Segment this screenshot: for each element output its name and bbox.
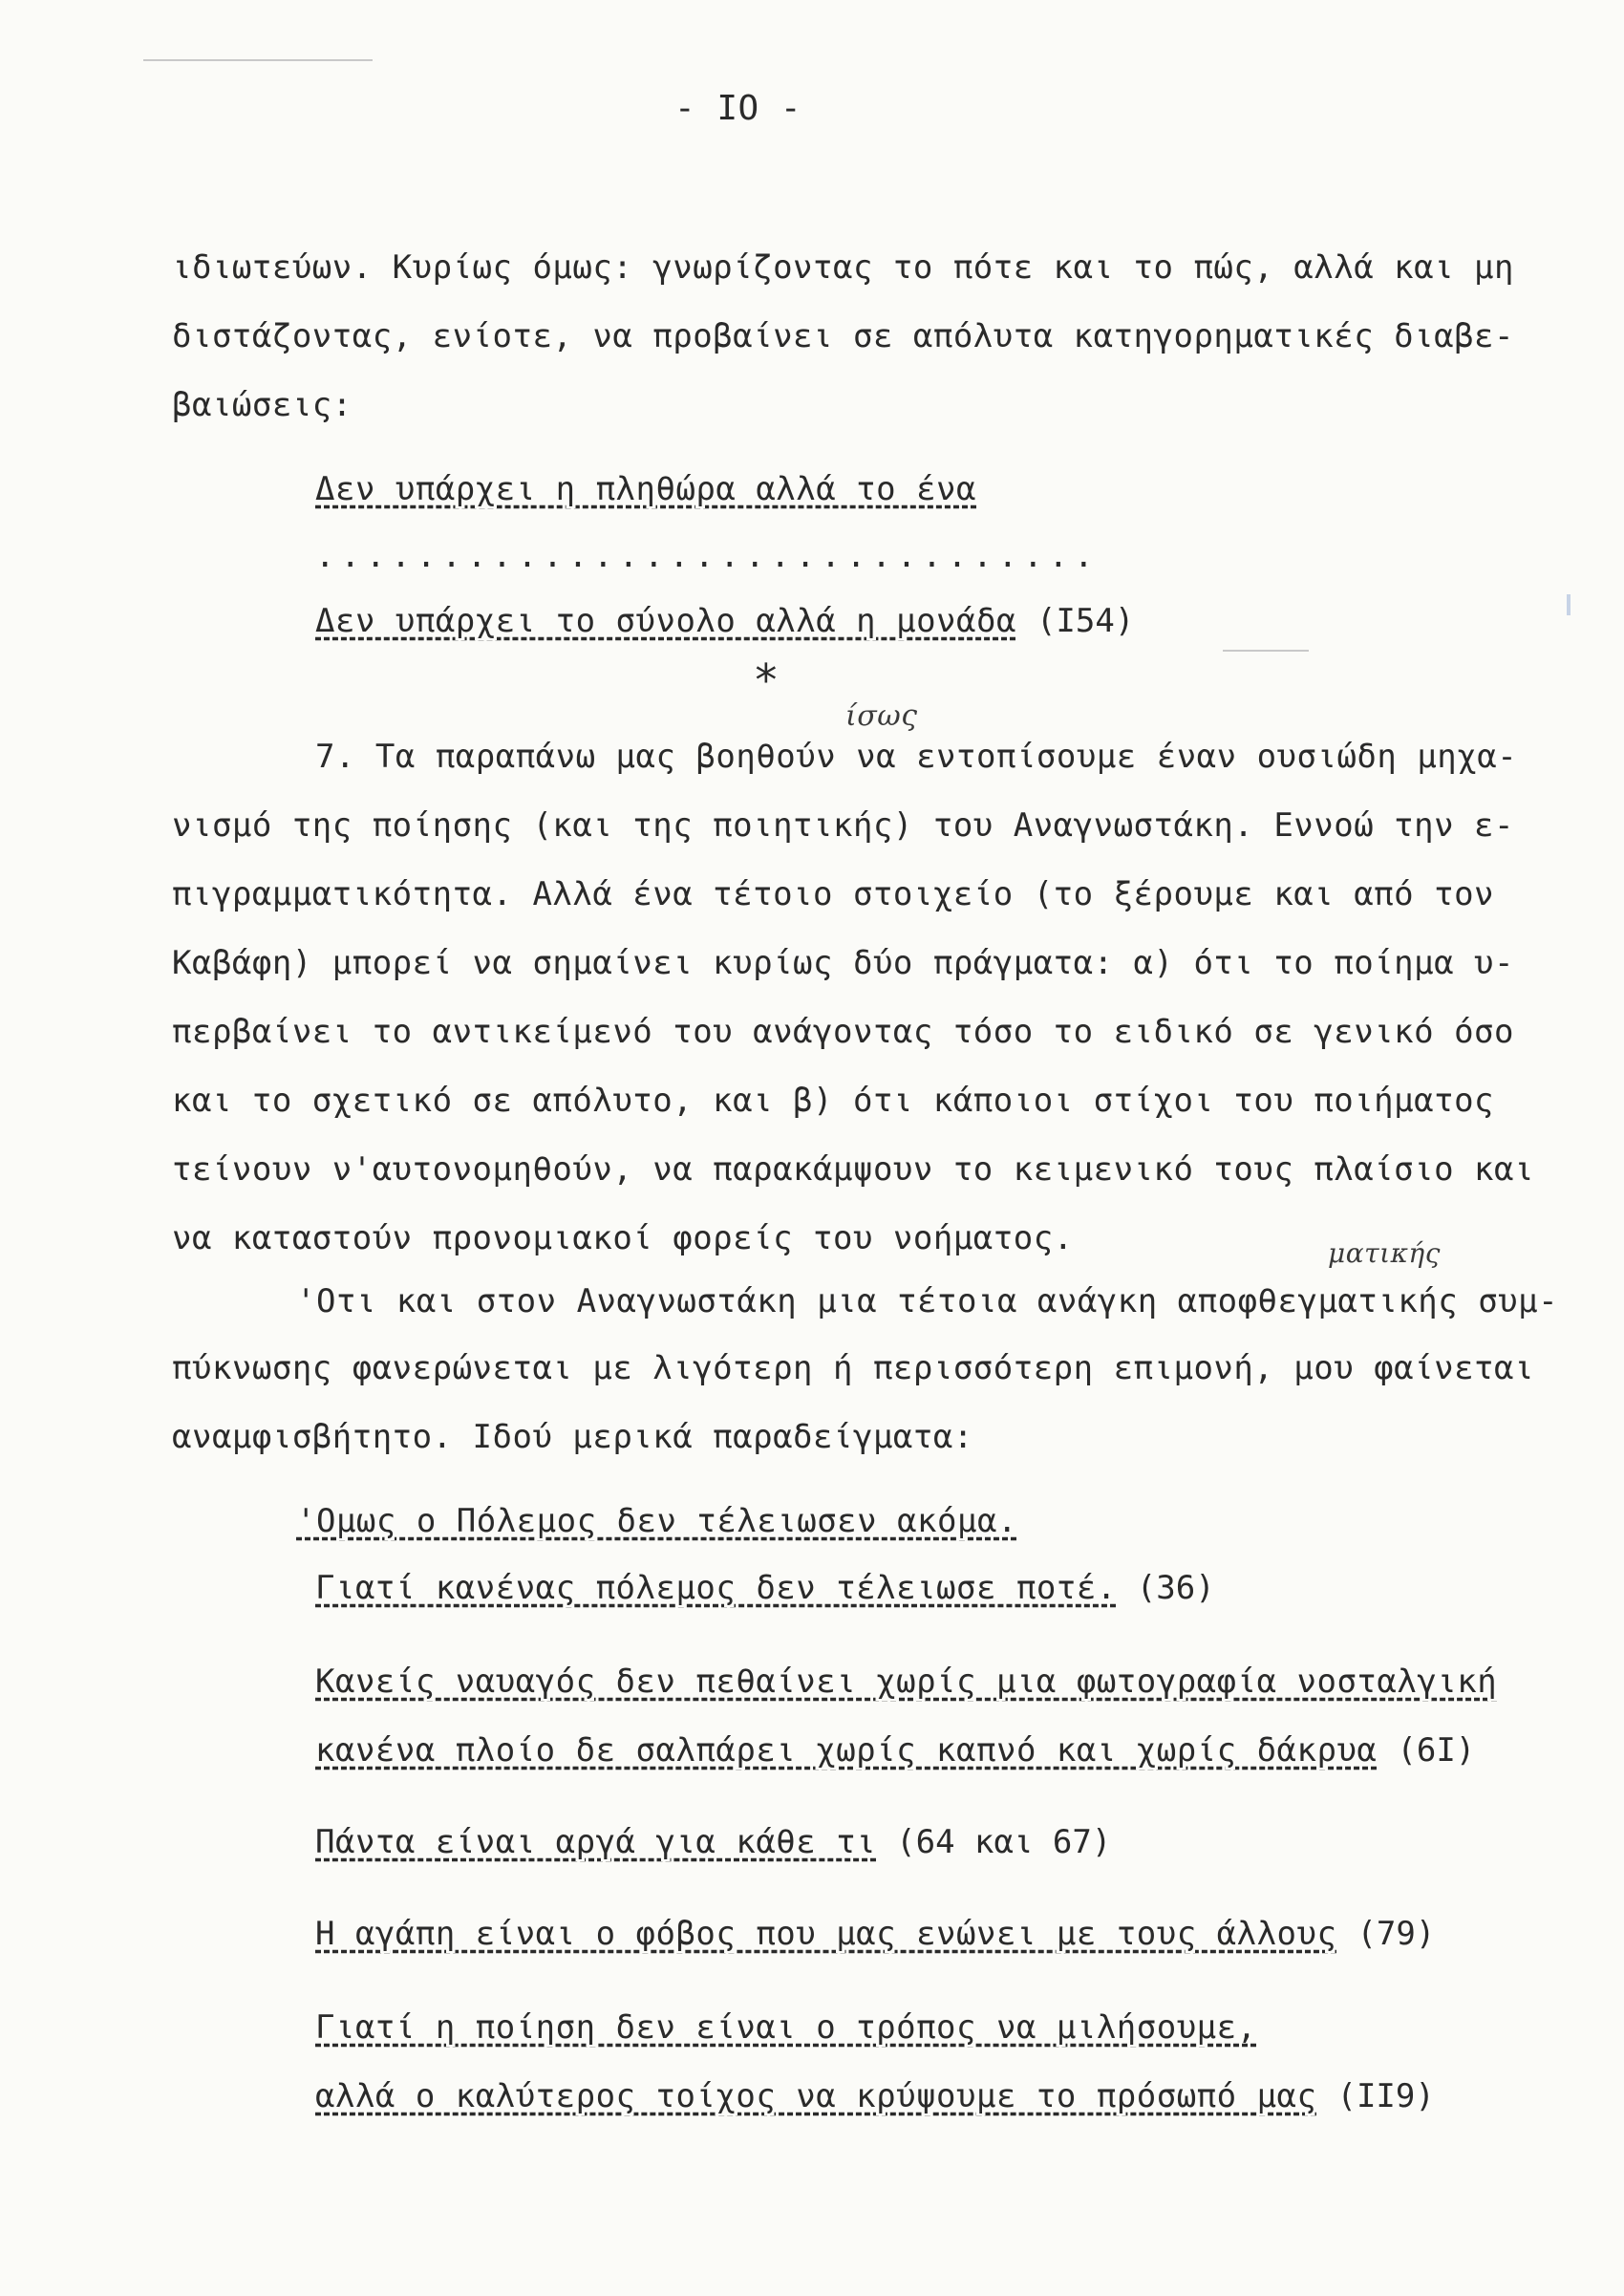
paragraph-line: νισμό της ποίησης (και της ποιητικής) του Αναγνωστάκη. Εννοώ την ε-	[172, 806, 1514, 845]
page-reference: (64 και 67)	[896, 1823, 1112, 1861]
paragraph-line: αναμφισβήτητο. Ιδού μερικά παραδείγματα:	[172, 1418, 973, 1456]
quoted-verse: αλλά ο καλύτερος τοίχος να κρύψουμε το πρόσωπό μας	[315, 2077, 1317, 2115]
quoted-verse: Πάντα είναι αργά για κάθε τι	[315, 1823, 877, 1861]
paragraph-line: περβαίνει το αντικείμενό του ανάγοντας τόσο το ειδικό σε γενικό όσο	[172, 1013, 1514, 1051]
section-asterisk: *	[753, 654, 780, 706]
page-reference: (II9)	[1336, 2077, 1435, 2115]
scan-artifact	[1223, 650, 1309, 652]
page-reference: (6I)	[1397, 1731, 1476, 1770]
page-number: - IO -	[674, 89, 802, 128]
paragraph-line: τείνουν ν'αυτονομηθούν, να παρακάμψουν το κειμενικό τους πλαίσιο και	[172, 1150, 1534, 1189]
quoted-verse: Η αγάπη είναι ο φόβος που μας ενώνει με τους άλλους	[315, 1915, 1337, 1953]
quoted-verse-with-ref	[315, 1913, 1435, 1955]
quoted-verse: Γιατί η ποίηση δεν είναι ο τρόπος να μιλήσουμε,	[315, 2008, 1257, 2047]
ellipsis-dots: ...............................	[315, 537, 1100, 575]
scan-artifact	[1567, 594, 1571, 615]
quoted-verse: 'Ομως ο Πόλεμος δεν τέλειωσεν ακόμα.	[296, 1502, 1017, 1540]
page-reference: (I54)	[1036, 602, 1135, 640]
quoted-verse-with-ref	[315, 600, 1134, 642]
quoted-verse-with-ref	[315, 1567, 1215, 1609]
paragraph-line: βαιώσεις:	[172, 386, 353, 424]
handwritten-annotation: ματικής	[1328, 1237, 1441, 1269]
paragraph-line: και το σχετικό σε απόλυτο, και β) ότι κάποιοι στίχοι του ποιήματος	[172, 1082, 1495, 1120]
quoted-verse: Δεν υπάρχει το σύνολο αλλά η μονάδα	[315, 602, 1016, 640]
paragraph-line: πύκνωσης φανερώνεται με λιγότερη ή περισσότερη επιμονή, μου φαίνεται	[172, 1349, 1534, 1387]
quoted-verse: Κανείς ναυαγός δεν πεθαίνει χωρίς μια φωτογραφία νοσταλγική	[315, 1663, 1498, 1701]
quoted-verse-with-ref	[315, 1821, 1111, 1863]
handwritten-annotation: ίσως	[845, 699, 918, 733]
paragraph-line: να καταστούν προνομιακοί φορείς του νοήματος.	[172, 1219, 1074, 1257]
scan-artifact	[143, 59, 373, 61]
paragraph-line: 'Οτι και στον Αναγνωστάκη μια τέτοια ανάγκη αποφθεγματικής συμ-	[296, 1282, 1559, 1320]
quoted-verse: Δεν υπάρχει η πληθώρα αλλά το ένα	[315, 470, 977, 508]
paragraph-line: ιδιωτεύων. Κυρίως όμως: γνωρίζοντας το πότε και το πώς, αλλά και μη	[172, 248, 1514, 287]
page-reference: (79)	[1357, 1915, 1436, 1953]
paragraph-line: πιγραμματικότητα. Αλλά ένα τέτοιο στοιχείο (το ξέρουμε και από τον	[172, 875, 1495, 913]
page-reference: (36)	[1136, 1569, 1215, 1607]
quoted-verse: Γιατί κανένας πόλεμος δεν τέλειωσε ποτέ.	[315, 1569, 1117, 1607]
paragraph-line: Καβάφη) μπορεί να σημαίνει κυρίως δύο πράγματα: α) ότι το ποίημα υ-	[172, 944, 1514, 982]
quoted-verse-with-ref	[315, 2075, 1435, 2117]
quoted-verse: κανένα πλοίο δε σαλπάρει χωρίς καπνό και χωρίς δάκρυα	[315, 1731, 1378, 1770]
paragraph-line: διστάζοντας, ενίοτε, να προβαίνει σε απόλυτα κατηγορηματικές διαβε-	[172, 317, 1514, 355]
paragraph-line: 7. Τα παραπάνω μας βοηθούν να εντοπίσουμε έναν ουσιώδη μηχα-	[315, 738, 1518, 776]
quoted-verse-with-ref	[315, 1729, 1475, 1771]
